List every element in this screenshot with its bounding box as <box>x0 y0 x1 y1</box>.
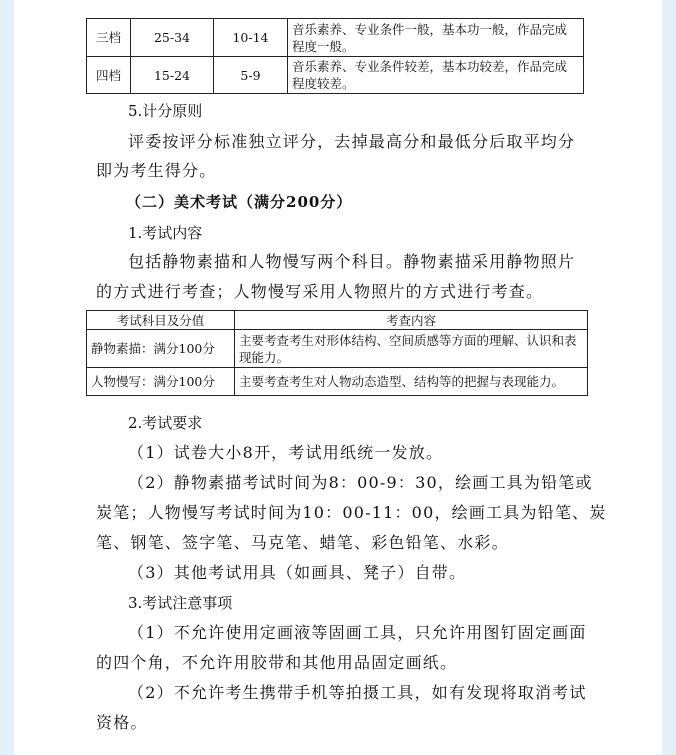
requirement-item-3: （3）其他考试用具（如画具、凳子）自带。 <box>128 563 467 582</box>
content-heading: 1.考试内容 <box>128 224 203 242</box>
note-item-1-line-2: 的四个角，不允许用胶带和其他用品固定画纸。 <box>96 653 458 672</box>
note-item-2-line-2: 资格。 <box>96 713 148 732</box>
column-header: 考试科目及分值 <box>87 311 235 330</box>
scoring-paragraph-line-2: 即为考生得分。 <box>96 161 217 180</box>
content-cell: 主要考查考生对人物动态造型、结构等的把握与表现能力。 <box>235 368 588 396</box>
grade-description-cell: 音乐素养、专业条件较差，基本功较差，作品完成程度较差。 <box>288 57 584 94</box>
requirement-item-1: （1）试卷大小8开，考试用纸统一发放。 <box>128 443 444 462</box>
table-row <box>87 19 584 57</box>
requirements-heading: 2.考试要求 <box>128 414 203 432</box>
table-header-row <box>87 311 588 330</box>
subject-cell: 静物素描：满分100分 <box>87 330 235 368</box>
content-cell: 主要考查考生对形体结构、空间质感等方面的理解、认识和表现能力。 <box>235 330 588 368</box>
grade-cell: 三档 <box>87 19 131 57</box>
sub-score-cell: 5-9 <box>214 57 288 94</box>
art-exam-heading: （二）美术考试（满分200分） <box>126 193 353 211</box>
sub-score-cell: 10-14 <box>214 19 288 57</box>
requirement-item-2-line-2: 炭笔；人物慢写考试时间为10：00-11：00，绘画工具为铅笔、炭 <box>96 503 607 522</box>
scoring-paragraph-line-1: 评委按评分标准独立评分，去掉最高分和最低分后取平均分 <box>128 132 576 151</box>
table-row <box>87 368 588 396</box>
document-page <box>14 0 662 755</box>
subject-table <box>86 310 588 396</box>
notes-heading: 3.考试注意事项 <box>128 594 233 612</box>
score-grade-table <box>86 18 584 94</box>
content-paragraph-line-1: 包括静物素描和人物慢写两个科目。静物素描采用静物照片 <box>128 252 576 271</box>
table-row <box>87 330 588 368</box>
note-item-2-line-1: （2）不允许考生携带手机等拍摄工具，如有发现将取消考试 <box>128 683 587 702</box>
column-header: 考查内容 <box>235 311 588 330</box>
content-paragraph-line-2: 的方式进行考查；人物慢写采用人物照片的方式进行考查。 <box>96 282 544 301</box>
note-item-1-line-1: （1）不允许使用定画液等固画工具，只允许用图钉固定画面 <box>128 623 587 642</box>
requirement-item-2-line-3: 笔、钢笔、签字笔、马克笔、蜡笔、彩色铅笔、水彩。 <box>96 533 509 552</box>
subject-cell: 人物慢写：满分100分 <box>87 368 235 396</box>
total-score-cell: 15-24 <box>131 57 214 94</box>
scoring-heading: 5.计分原则 <box>128 102 203 120</box>
total-score-cell: 25-34 <box>131 19 214 57</box>
table-row <box>87 57 584 94</box>
grade-description-cell: 音乐素养、专业条件一般，基本功一般，作品完成程度一般。 <box>288 19 584 57</box>
grade-cell: 四档 <box>87 57 131 94</box>
requirement-item-2-line-1: （2）静物素描考试时间为8：00-9：30，绘画工具为铅笔或 <box>128 473 593 492</box>
